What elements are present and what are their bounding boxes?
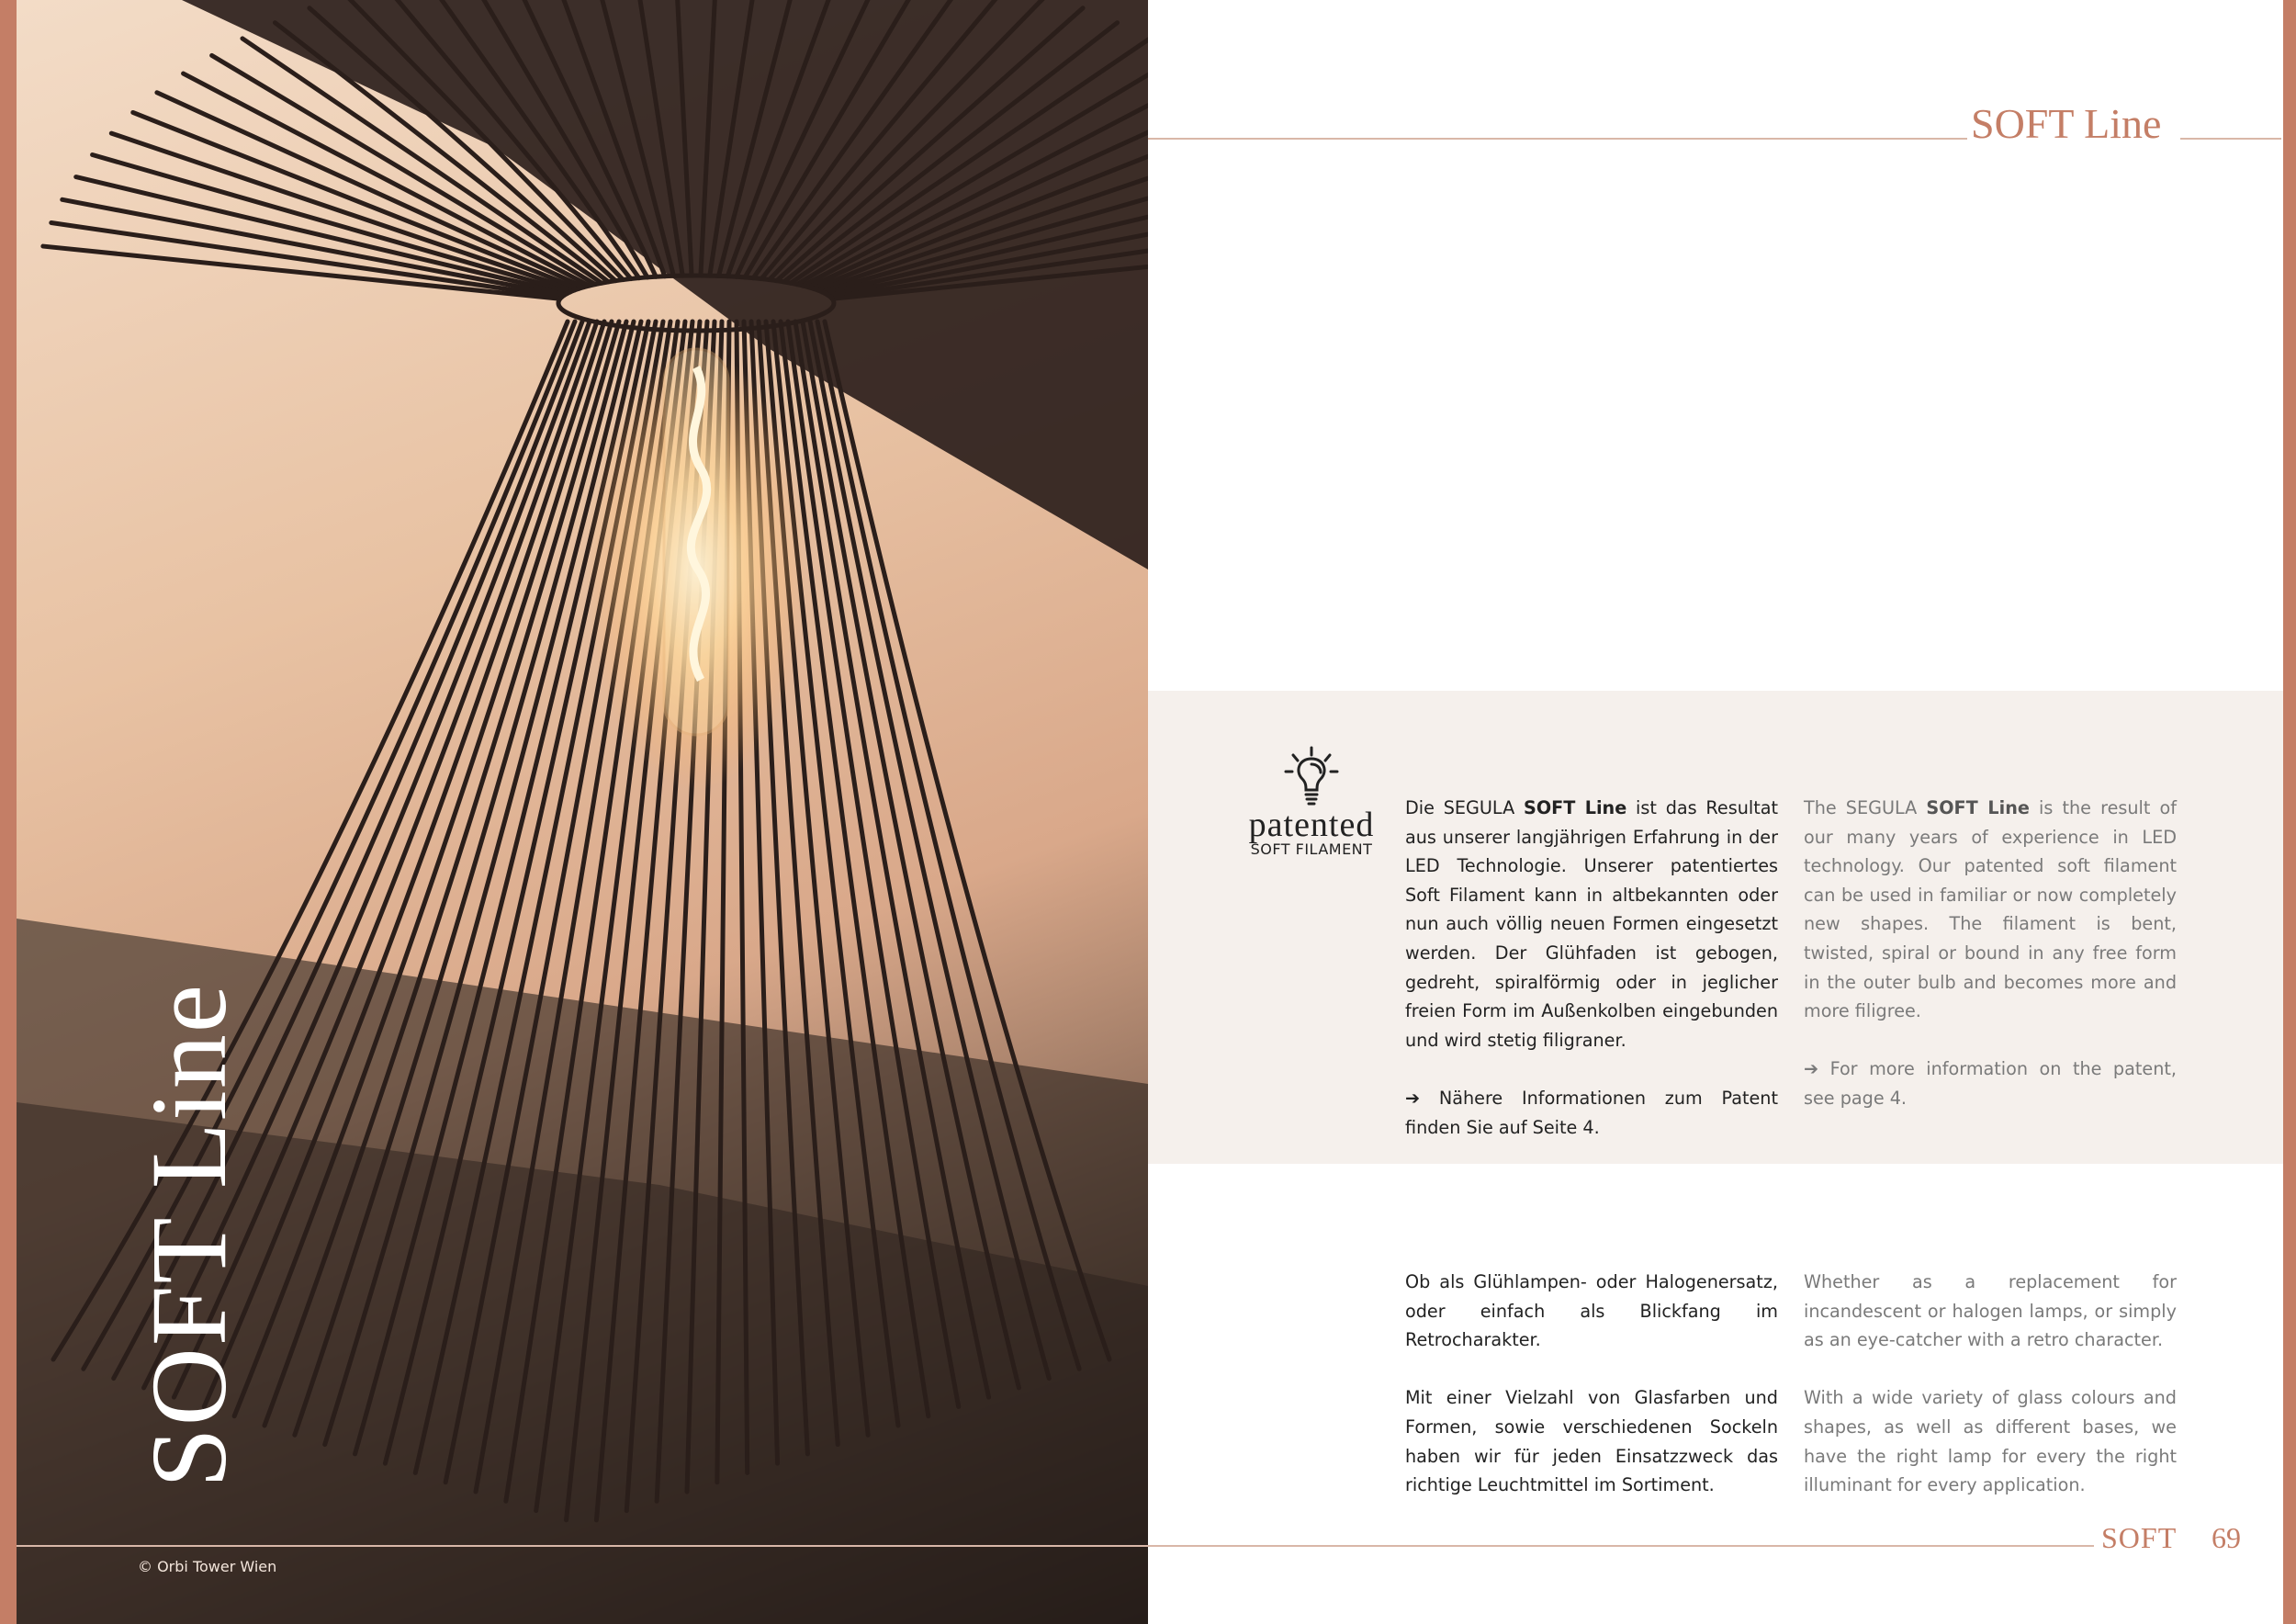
photo-credit: © Orbi Tower Wien [138, 1558, 277, 1575]
arrow-right-icon: ➔ [1804, 1058, 1819, 1080]
patent-word: patented [1248, 806, 1375, 844]
patent-reference-de-text: Nähere Informationen zum Patent finden Sie auf Seite 4. [1405, 1087, 1778, 1138]
left-accent-stripe [0, 0, 17, 1624]
patent-reference-en [1804, 1054, 2177, 1112]
page-number: 69 [2212, 1521, 2241, 1554]
intro-de-bold: SOFT Line [1524, 797, 1627, 818]
intro-text-english [1804, 794, 2177, 1113]
intro-en-post: is the result of our many years of experience in LED technology. Our patented soft filament can be used in familiar or now completely new shapes. The filament is bent, twisted, spiral or bound in any free form in the outer bulb and becomes more and more filigree. [1804, 797, 2178, 1022]
patent-reference-de [1405, 1084, 1778, 1142]
body-de-paragraph-1: Ob als Glühlampen- oder Halogenersatz, oder einfach als Blickfang im Retrocharakter. [1405, 1271, 1778, 1351]
patent-subtitle: SOFT FILAMENT [1250, 840, 1373, 858]
intro-en-pre: The SEGULA [1804, 797, 1927, 818]
intro-en-bold: SOFT Line [1926, 797, 2030, 818]
body-text-german [1405, 1268, 1778, 1500]
intro-de-post: ist das Resultat aus unserer langjährigen Erfahrung in der LED Technologie. Unserer patentiertes Soft Filament kann in altbekannten oder nun auch völlig neuen Formen eingesetzt werden. Der Glühfaden ist gebogen, gedreht, spiralförmig oder in jeglicher freien Form im Außenkolben eingebunden und wird stetig filigraner. [1405, 797, 1779, 1051]
patent-badge [1242, 746, 1381, 858]
body-en-paragraph-1: Whether as a replacement for incandescent or halogen lamps, or simply as an eye-catcher with a retro character. [1804, 1271, 2177, 1351]
lightbulb-icon [1282, 746, 1341, 806]
arrow-right-icon: ➔ [1405, 1087, 1421, 1109]
intro-paragraph-de [1405, 794, 1778, 1054]
body-text-english [1804, 1268, 2177, 1500]
vertical-section-title: SOFT Line [129, 982, 249, 1488]
pendant-lamp-photo [17, 0, 1148, 1624]
intro-text-german [1405, 794, 1778, 1142]
intro-paragraph-en [1804, 794, 2177, 1026]
header-rule-left [1148, 138, 1967, 140]
footer-rule [1148, 1545, 2094, 1547]
wire-spoke [62, 199, 564, 295]
body-de-paragraph-2: Mit einer Vielzahl von Glasfarben und Formen, sowie verschiedenen Sockeln haben wir für jeden Einsatzzweck das richtige Leuchtmittel im Sortiment. [1405, 1387, 1778, 1496]
page-title: SOFT Line [1971, 100, 2162, 147]
header-rule-right [2180, 138, 2281, 140]
footer-section-label: SOFT [2101, 1521, 2178, 1554]
right-accent-stripe [2283, 0, 2296, 1624]
intro-de-pre: Die SEGULA [1405, 797, 1525, 818]
footer-rule-photo [17, 1545, 1148, 1547]
patent-reference-en-text: For more information on the patent, see page 4. [1804, 1058, 2177, 1109]
body-en-paragraph-2: With a wide variety of glass colours and shapes, as well as different bases, we have the right lamp for every the right illuminant for every application. [1804, 1387, 2177, 1496]
